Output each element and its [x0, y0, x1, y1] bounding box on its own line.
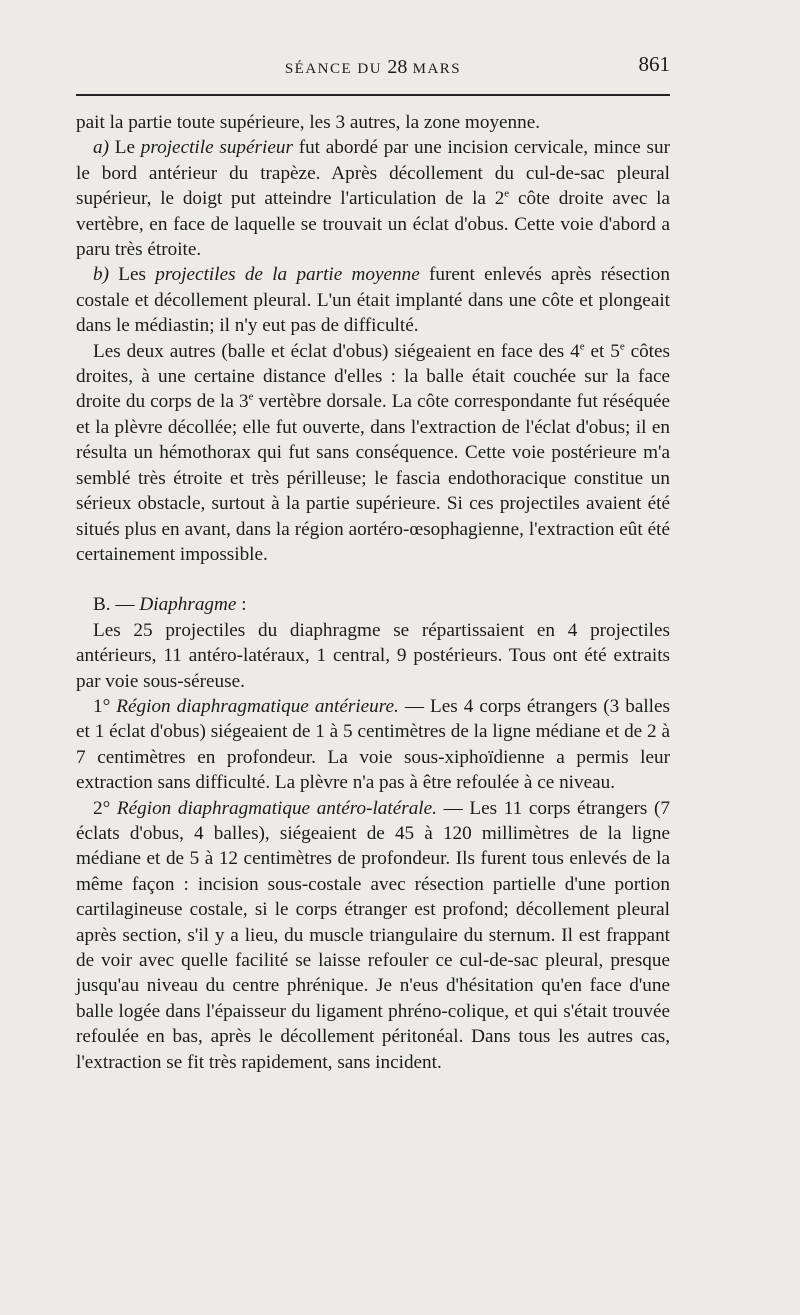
running-title-part: SÉANCE DU — [284, 61, 388, 77]
item-label-a: a) — [93, 137, 109, 159]
header-rule — [76, 94, 670, 96]
paragraph-text: vertèbre dorsale. La côte correspondante fut réséquée et la plèvre décollée; elle fut ouverte, dans l'extraction de l'éclat d'obus; il en résulta un hémothorax qui fut sans conséquence. Cette voie postérieure m'a semblé très étroite et très périlleuse; le fascia endothoracique constitue un sérieux obstacle, surtout à la partie supérieure. Si ces projectiles avaient été situés plus en avant, dans la région aortéro-œsophagienne, l'extraction eût été certainement impossible. — [76, 391, 670, 565]
paragraph-text: furent enlevés après résection costale et décollement pleural. L'un était implanté dans une côte et plongeait dans le médiastin; il n'y eut pas de difficulté. — [76, 264, 670, 337]
paragraph-anterolateral-region — [76, 796, 670, 1075]
emphasis-text: Région diaphragmatique antérieure. — [116, 695, 399, 717]
paragraph-text: et 5 — [584, 340, 620, 362]
superscript: e — [619, 340, 625, 353]
paragraph-b — [76, 262, 670, 338]
paragraph-a — [76, 135, 670, 262]
item-label-1: 1° — [93, 695, 117, 717]
page-number: 861 — [638, 52, 670, 76]
paragraph-text: côtes droites, à une certaine distance d'elles : la balle était couchée sur la face droite du corps de la 3 — [76, 340, 670, 413]
paragraph-text: Le — [108, 137, 141, 159]
running-title — [76, 56, 670, 79]
paragraph-anterior-region — [76, 694, 670, 796]
paragraph-text: — Les 11 corps étrangers (7 éclats d'obus, 4 balles), siégeaient de 45 à 120 millimètres de la ligne médiane et de 5 à 12 centimètres de profondeur. Ils furent tous enlevés de la même façon : incision sous-costale avec résection partielle d'une portion cartilagineuse costale, si le corps étranger est profond; décollement pleural après section, s'il y a lieu, du muscle triangulaire du sternum. Il est frappant de voir avec quelle facilité se laisse refouler ce cul-de-sac pleural, presque jusqu'au niveau du centre phrénique. Je n'eus d'hésitation qu'en face d'une balle logée dans l'épaisseur du ligament phréno-colique, et qui s'était trouvée refoulée en bas, après le décollement péritonéal. Dans tous les autres cas, l'extraction se fit très rapidement, sans incident. — [76, 797, 670, 1073]
section-title: Diaphragme — [139, 594, 237, 616]
emphasis-text: projectile supérieur — [140, 137, 293, 159]
paragraph-text: fut abordé par une incision cervicale, mince sur le bord antérieur du trapèze. Après décollement du cul-de-sac pleural supérieur, le doigt put atteindre l'articulation de la 2 — [76, 137, 670, 210]
running-header — [76, 52, 670, 78]
item-label-b: b) — [93, 264, 109, 286]
paragraph-diaphragm: Les 25 projectiles du diaphragme se répartissaient en 4 projectiles antérieurs, 11 antéro-latéraux, 1 central, 9 postérieurs. Tous ont été extraits par voie sous-séreuse. — [76, 619, 670, 692]
item-label-2: 2° — [93, 797, 117, 819]
superscript: e — [504, 187, 510, 200]
section-heading — [76, 592, 670, 617]
section-label: B. — — [93, 594, 140, 616]
section-spacer — [76, 567, 670, 592]
running-title-date: 28 — [387, 56, 408, 78]
emphasis-text: projectiles de la partie moyenne — [155, 264, 420, 286]
superscript: e — [248, 391, 254, 404]
running-title-month: MARS — [407, 61, 462, 77]
paragraph-text: — Les 4 corps étrangers (3 balles et 1 éclat d'obus) siégeaient de 1 à 5 centimètres de la ligne médiane et de 2 à 7 centimètres en profondeur. La voie sous-xiphoïdienne a permis leur extraction sans difficulté. La plèvre n'a pas à être refoulée à ce niveau. — [76, 695, 670, 794]
paragraph-text: Les — [108, 264, 156, 286]
paragraph-text: Les deux autres (balle et éclat d'obus) siégeaient en face des 4 — [93, 340, 580, 362]
emphasis-text: Région diaphragmatique antéro-latérale. — [116, 797, 437, 819]
body-text — [76, 110, 670, 1075]
section-colon: : — [236, 594, 247, 616]
superscript: e — [579, 340, 585, 353]
paragraph-posterior — [76, 339, 670, 568]
paragraph-text: côte droite avec la vertèbre, en face de laquelle se trouvait un éclat d'obus. Cette voie d'abord a paru très étroite. — [76, 188, 671, 261]
paragraph-continuation: pait la partie toute supérieure, les 3 autres, la zone moyenne. — [76, 112, 541, 133]
